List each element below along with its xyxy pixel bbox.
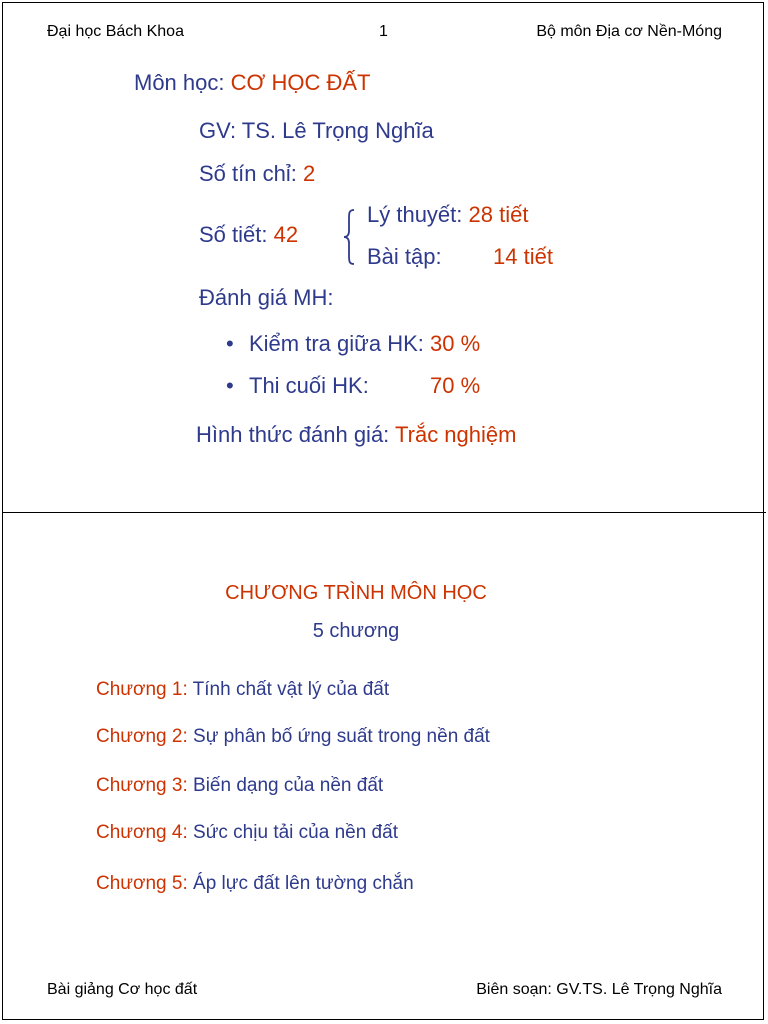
lecturer: GV: TS. Lê Trọng Nghĩa <box>199 118 434 143</box>
chapter-title: Biến dạng của nền đất <box>193 775 384 796</box>
bullet-midterm: • <box>226 331 234 356</box>
chapter-item-5 <box>96 873 414 895</box>
chapter-title: Sức chịu tải của nền đất <box>193 822 398 843</box>
page-frame <box>2 2 764 1020</box>
evaluation-title: Đánh giá MH: <box>199 285 334 310</box>
periods-value: 42 <box>273 222 299 247</box>
footer-author: Biên soạn: GV.TS. Lê Trọng Nghĩa <box>476 981 722 998</box>
chapter-item-1 <box>96 679 389 701</box>
chapter-label: Chương 1: <box>96 679 193 700</box>
slide-divider <box>2 512 766 513</box>
format-label: Hình thức đánh giá: <box>196 422 396 447</box>
chapter-title: Áp lực đất lên tường chắn <box>193 873 414 894</box>
chapter-item-2 <box>96 726 490 748</box>
page-number: 1 <box>379 23 388 40</box>
final-value: 70 % <box>430 373 481 398</box>
format-value: Trắc nghiệm <box>395 422 517 447</box>
theory-value: 28 tiết <box>468 202 529 227</box>
program-subtitle: 5 chương <box>312 620 400 642</box>
bullet-final: • <box>226 373 234 398</box>
credits-label: Số tín chỉ: <box>199 161 303 186</box>
header-institution: Đại học Bách Khoa <box>47 23 184 40</box>
chapter-label: Chương 3: <box>96 775 194 796</box>
credits-line <box>199 161 315 187</box>
subject-value: CƠ HỌC ĐẤT <box>230 70 371 95</box>
chapter-label: Chương 4: <box>96 822 194 843</box>
chapter-item-3 <box>96 775 383 797</box>
final-label: Thi cuối HK: <box>249 373 369 398</box>
exercise-label: Bài tập: <box>367 244 442 269</box>
credits-value: 2 <box>302 161 316 186</box>
periods-label: Số tiết: <box>199 222 274 247</box>
chapter-title: Tính chất vật lý của đất <box>192 679 390 700</box>
exercise-value: 14 tiết <box>493 244 553 269</box>
subject-label: Môn học: <box>134 70 231 95</box>
midterm-label: Kiểm tra giữa HK: <box>249 331 431 356</box>
chapter-label: Chương 2: <box>96 726 194 747</box>
midterm-line <box>249 331 480 357</box>
subject-line <box>134 70 370 96</box>
chapter-label: Chương 5: <box>96 873 194 894</box>
theory-label: Lý thuyết: <box>367 202 469 227</box>
chapter-item-4 <box>96 822 398 844</box>
format-line <box>196 422 516 448</box>
midterm-value: 30 % <box>430 331 481 356</box>
chapter-title: Sự phân bố ứng suất trong nền đất <box>193 726 490 747</box>
curly-brace-icon <box>343 209 355 265</box>
header-department: Bộ môn Địa cơ Nền-Móng <box>536 23 722 40</box>
footer-lecture-title: Bài giảng Cơ học đất <box>47 981 198 998</box>
program-title: CHƯƠNG TRÌNH MÔN HỌC <box>225 582 487 604</box>
periods-line <box>199 222 298 248</box>
theory-line <box>367 202 528 228</box>
